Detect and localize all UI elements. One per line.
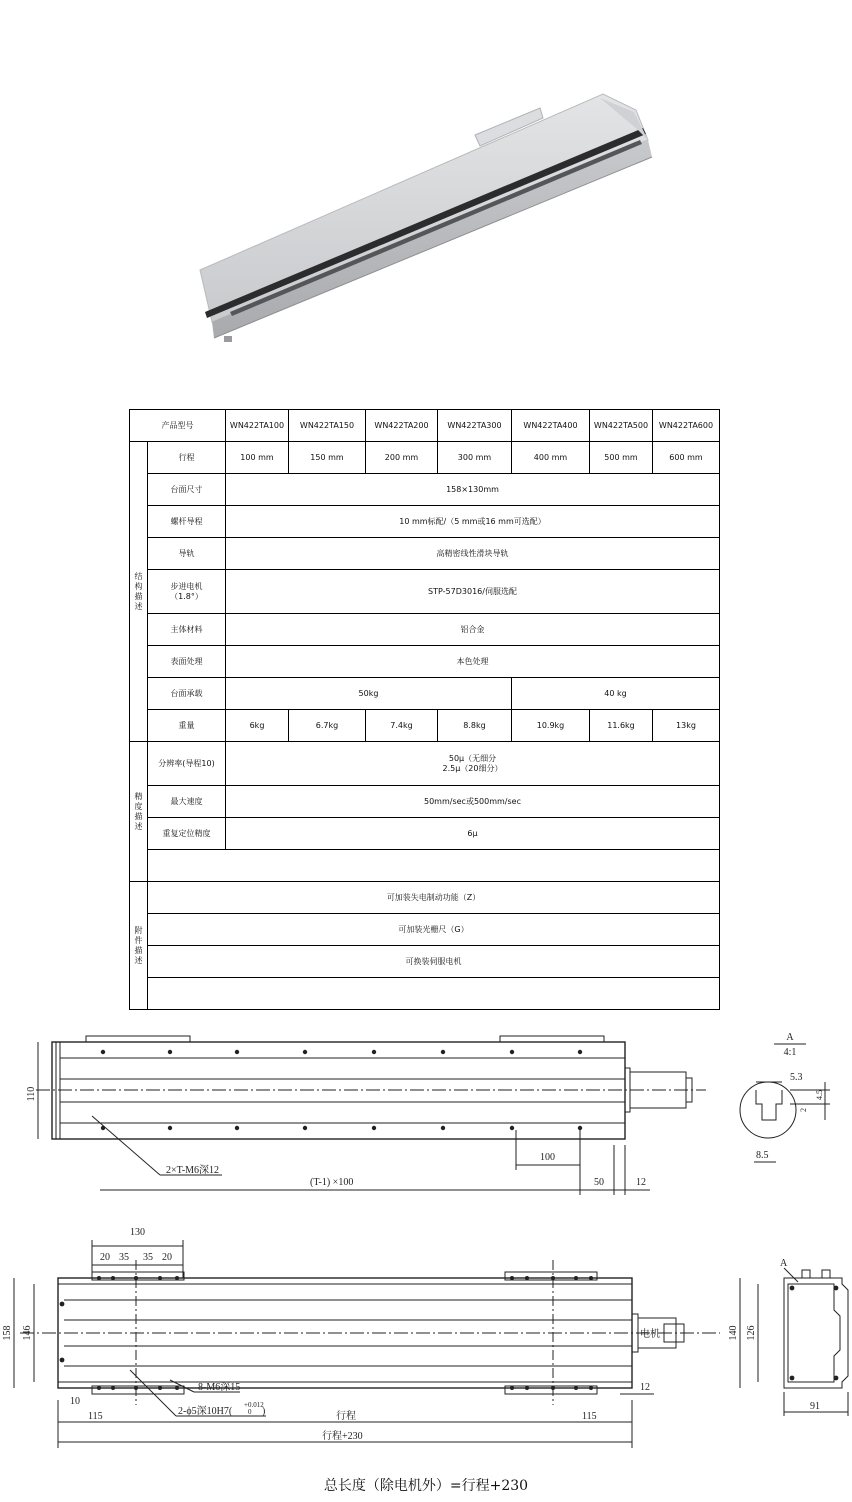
guide-row — [130, 538, 720, 570]
dim-100: 100 — [540, 1152, 555, 1163]
weight-value: 8.8kg — [438, 710, 512, 742]
model-name: WN422TA300 — [438, 410, 512, 442]
dim-115a: 115 — [88, 1411, 103, 1422]
dim-35b: 35 — [143, 1252, 153, 1263]
total-length-caption: 总长度（除电机外）=行程+230 — [323, 1478, 529, 1494]
product-photo — [0, 0, 852, 380]
row-label: 重量 — [148, 710, 226, 742]
row-label: 螺杆导程 — [148, 506, 226, 538]
dim-20a: 20 — [100, 1252, 110, 1263]
row-value: 50μ（无细分 2.5μ（20细分） — [226, 742, 720, 786]
total-label: 行程+230 — [322, 1431, 363, 1442]
weight-value: 7.4kg — [366, 710, 438, 742]
row-value: 高精密线性滑块导轨 — [226, 538, 720, 570]
hole-note1: 8-M6深15 — [198, 1382, 241, 1393]
load-row — [130, 678, 720, 710]
dim-126: 126 — [746, 1325, 757, 1341]
model-name: WN422TA200 — [366, 410, 438, 442]
load-value-a: 50kg — [226, 678, 512, 710]
row-value: 6μ — [226, 818, 720, 850]
dim-12: 12 — [636, 1177, 646, 1188]
dim-20b: 20 — [162, 1252, 172, 1263]
dim-5-3: 5.3 — [790, 1072, 803, 1083]
tol-upper: +0.012 — [244, 1401, 264, 1409]
stroke-row — [130, 442, 720, 474]
row-label: 主体材料 — [148, 614, 226, 646]
row-label: 重复定位精度 — [148, 818, 226, 850]
stroke-value: 500 mm — [590, 442, 653, 474]
accessory-row — [130, 914, 720, 946]
view-scale: 4:1 — [783, 1047, 797, 1058]
weight-value: 10.9kg — [512, 710, 590, 742]
row-label: 分辨率(导程10) — [148, 742, 226, 786]
weight-value: 11.6kg — [590, 710, 653, 742]
drawing-side-view — [0, 1220, 852, 1452]
row-label: 最大速度 — [148, 786, 226, 818]
row-label: 台面尺寸 — [148, 474, 226, 506]
dim-146: 146 — [22, 1325, 33, 1341]
view-a-label2: A — [780, 1258, 788, 1269]
empty-row — [130, 850, 720, 882]
row-label: 步进电机 （1.8°） — [148, 570, 226, 614]
surface-row — [130, 646, 720, 678]
model-name: WN422TA500 — [590, 410, 653, 442]
screw-lead-row — [130, 506, 720, 538]
hole-note: 2×T-M6深12 — [166, 1165, 220, 1176]
stroke-value: 300 mm — [438, 442, 512, 474]
dim-115b: 115 — [582, 1411, 597, 1422]
accessory-value: 可换装伺服电机 — [148, 946, 720, 978]
row-value: STP-57D3016/伺服选配 — [226, 570, 720, 614]
spec-table — [129, 409, 720, 1010]
pitch-note: (T-1) ×100 — [310, 1177, 354, 1188]
dim-2: 2 — [799, 1108, 808, 1112]
empty-row — [130, 978, 720, 1010]
row-label: 台面承载 — [148, 678, 226, 710]
dim-140: 140 — [728, 1325, 739, 1341]
weight-value: 6.7kg — [289, 710, 366, 742]
stroke-value: 600 mm — [653, 442, 720, 474]
dim-4-5: 4.5 — [815, 1090, 824, 1100]
stroke-value: 100 mm — [226, 442, 289, 474]
hole-note2: 2-ϕ5深10H7( — [178, 1406, 233, 1417]
motor-row — [130, 570, 720, 614]
load-value-b: 40 kg — [512, 678, 720, 710]
stroke-value: 400 mm — [512, 442, 590, 474]
header-row — [130, 410, 720, 442]
dim-50: 50 — [594, 1177, 604, 1188]
stroke-value: 150 mm — [289, 442, 366, 474]
stroke-label: 行程 — [336, 1411, 356, 1422]
weight-value: 13kg — [653, 710, 720, 742]
group-structure: 结构描述 — [130, 442, 148, 742]
accessory-value: 可加装光栅尺（G） — [148, 914, 720, 946]
tol-lower: 0 — [248, 1408, 252, 1416]
resolution-row — [130, 742, 720, 786]
view-a-label: A — [786, 1032, 794, 1043]
row-value: 铝合金 — [226, 614, 720, 646]
drawing-top-view — [0, 1020, 852, 1200]
row-label: 行程 — [148, 442, 226, 474]
row-label: 导轨 — [148, 538, 226, 570]
table-size-row — [130, 474, 720, 506]
material-row — [130, 614, 720, 646]
dim-8-5: 8.5 — [756, 1150, 769, 1161]
row-label: 表面处理 — [148, 646, 226, 678]
stroke-value: 200 mm — [366, 442, 438, 474]
repeat-row — [130, 818, 720, 850]
model-name: WN422TA150 — [289, 410, 366, 442]
dim-158: 158 — [2, 1325, 13, 1341]
dim-91: 91 — [810, 1401, 820, 1412]
row-value: 10 mm标配/（5 mm或16 mm可选配） — [226, 506, 720, 538]
accessory-row — [130, 882, 720, 914]
dim-130: 130 — [130, 1227, 145, 1238]
model-name: WN422TA400 — [512, 410, 590, 442]
accessory-row — [130, 946, 720, 978]
dim-110: 110 — [26, 1086, 37, 1102]
model-name: WN422TA100 — [226, 410, 289, 442]
row-value: 158×130mm — [226, 474, 720, 506]
group-accessory: 附件描述 — [130, 882, 148, 1010]
model-name: WN422TA600 — [653, 410, 720, 442]
row-value: 50mm/sec或500mm/sec — [226, 786, 720, 818]
dim-35a: 35 — [119, 1252, 129, 1263]
dim-10: 10 — [70, 1396, 80, 1407]
max-speed-row — [130, 786, 720, 818]
accessory-value: 可加装失电制动功能（Z） — [148, 882, 720, 914]
tol-close: ) — [262, 1406, 266, 1417]
row-value: 本色处理 — [226, 646, 720, 678]
weight-row — [130, 710, 720, 742]
motor-label: 电机 — [640, 1329, 660, 1340]
weight-value: 6kg — [226, 710, 289, 742]
model-header: 产品型号 — [130, 410, 226, 442]
group-precision: 精度描述 — [130, 742, 148, 882]
dim-12b: 12 — [640, 1382, 650, 1393]
